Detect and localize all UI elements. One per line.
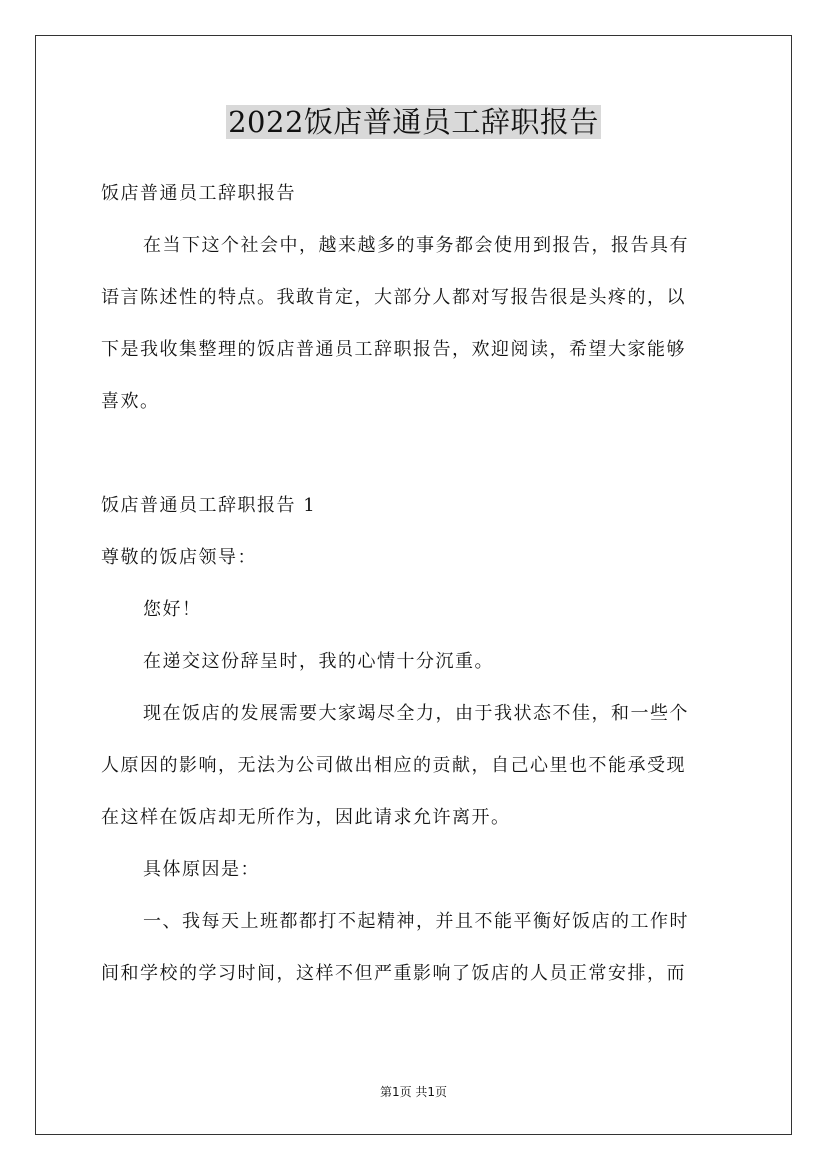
paragraph-1: 在递交这份辞呈时，我的心情十分沉重。	[143, 651, 494, 672]
salutation: 尊敬的饭店领导：	[101, 547, 257, 568]
document-title	[0, 100, 827, 144]
document-body	[101, 168, 727, 1000]
intro-line-4: 喜欢。	[101, 391, 160, 412]
page-footer: 第1页 共1页	[379, 1085, 448, 1099]
intro-line-2: 语言陈述性的特点。我敢肯定，大部分人都对写报告很是头疼的，以	[101, 287, 686, 308]
paragraph-3-line-2: 间和学校的学习时间，这样不但严重影响了饭店的人员正常安排，而	[101, 963, 686, 984]
section-title: 饭店普通员工辞职报告 1	[101, 495, 317, 516]
document-title-text: 2022饭店普通员工辞职报告	[228, 105, 599, 139]
section-spacer	[101, 428, 727, 480]
document-subtitle: 饭店普通员工辞职报告	[101, 183, 296, 204]
paragraph-2-line-3: 在这样在饭店却无所作为，因此请求允许离开。	[101, 807, 511, 828]
intro-line-3: 下是我收集整理的饭店普通员工辞职报告，欢迎阅读，希望大家能够	[101, 339, 686, 360]
paragraph-3-line-1: 一、我每天上班都都打不起精神，并且不能平衡好饭店的工作时	[143, 911, 689, 932]
reasons-label: 具体原因是：	[143, 859, 260, 880]
paragraph-2-line-2: 人原因的影响，无法为公司做出相应的贡献，自己心里也不能承受现	[101, 755, 686, 776]
greeting: 您好！	[143, 599, 202, 620]
intro-line-1: 在当下这个社会中，越来越多的事务都会使用到报告，报告具有	[143, 235, 689, 256]
paragraph-2-line-1: 现在饭店的发展需要大家竭尽全力，由于我状态不佳，和一些个	[143, 703, 689, 724]
